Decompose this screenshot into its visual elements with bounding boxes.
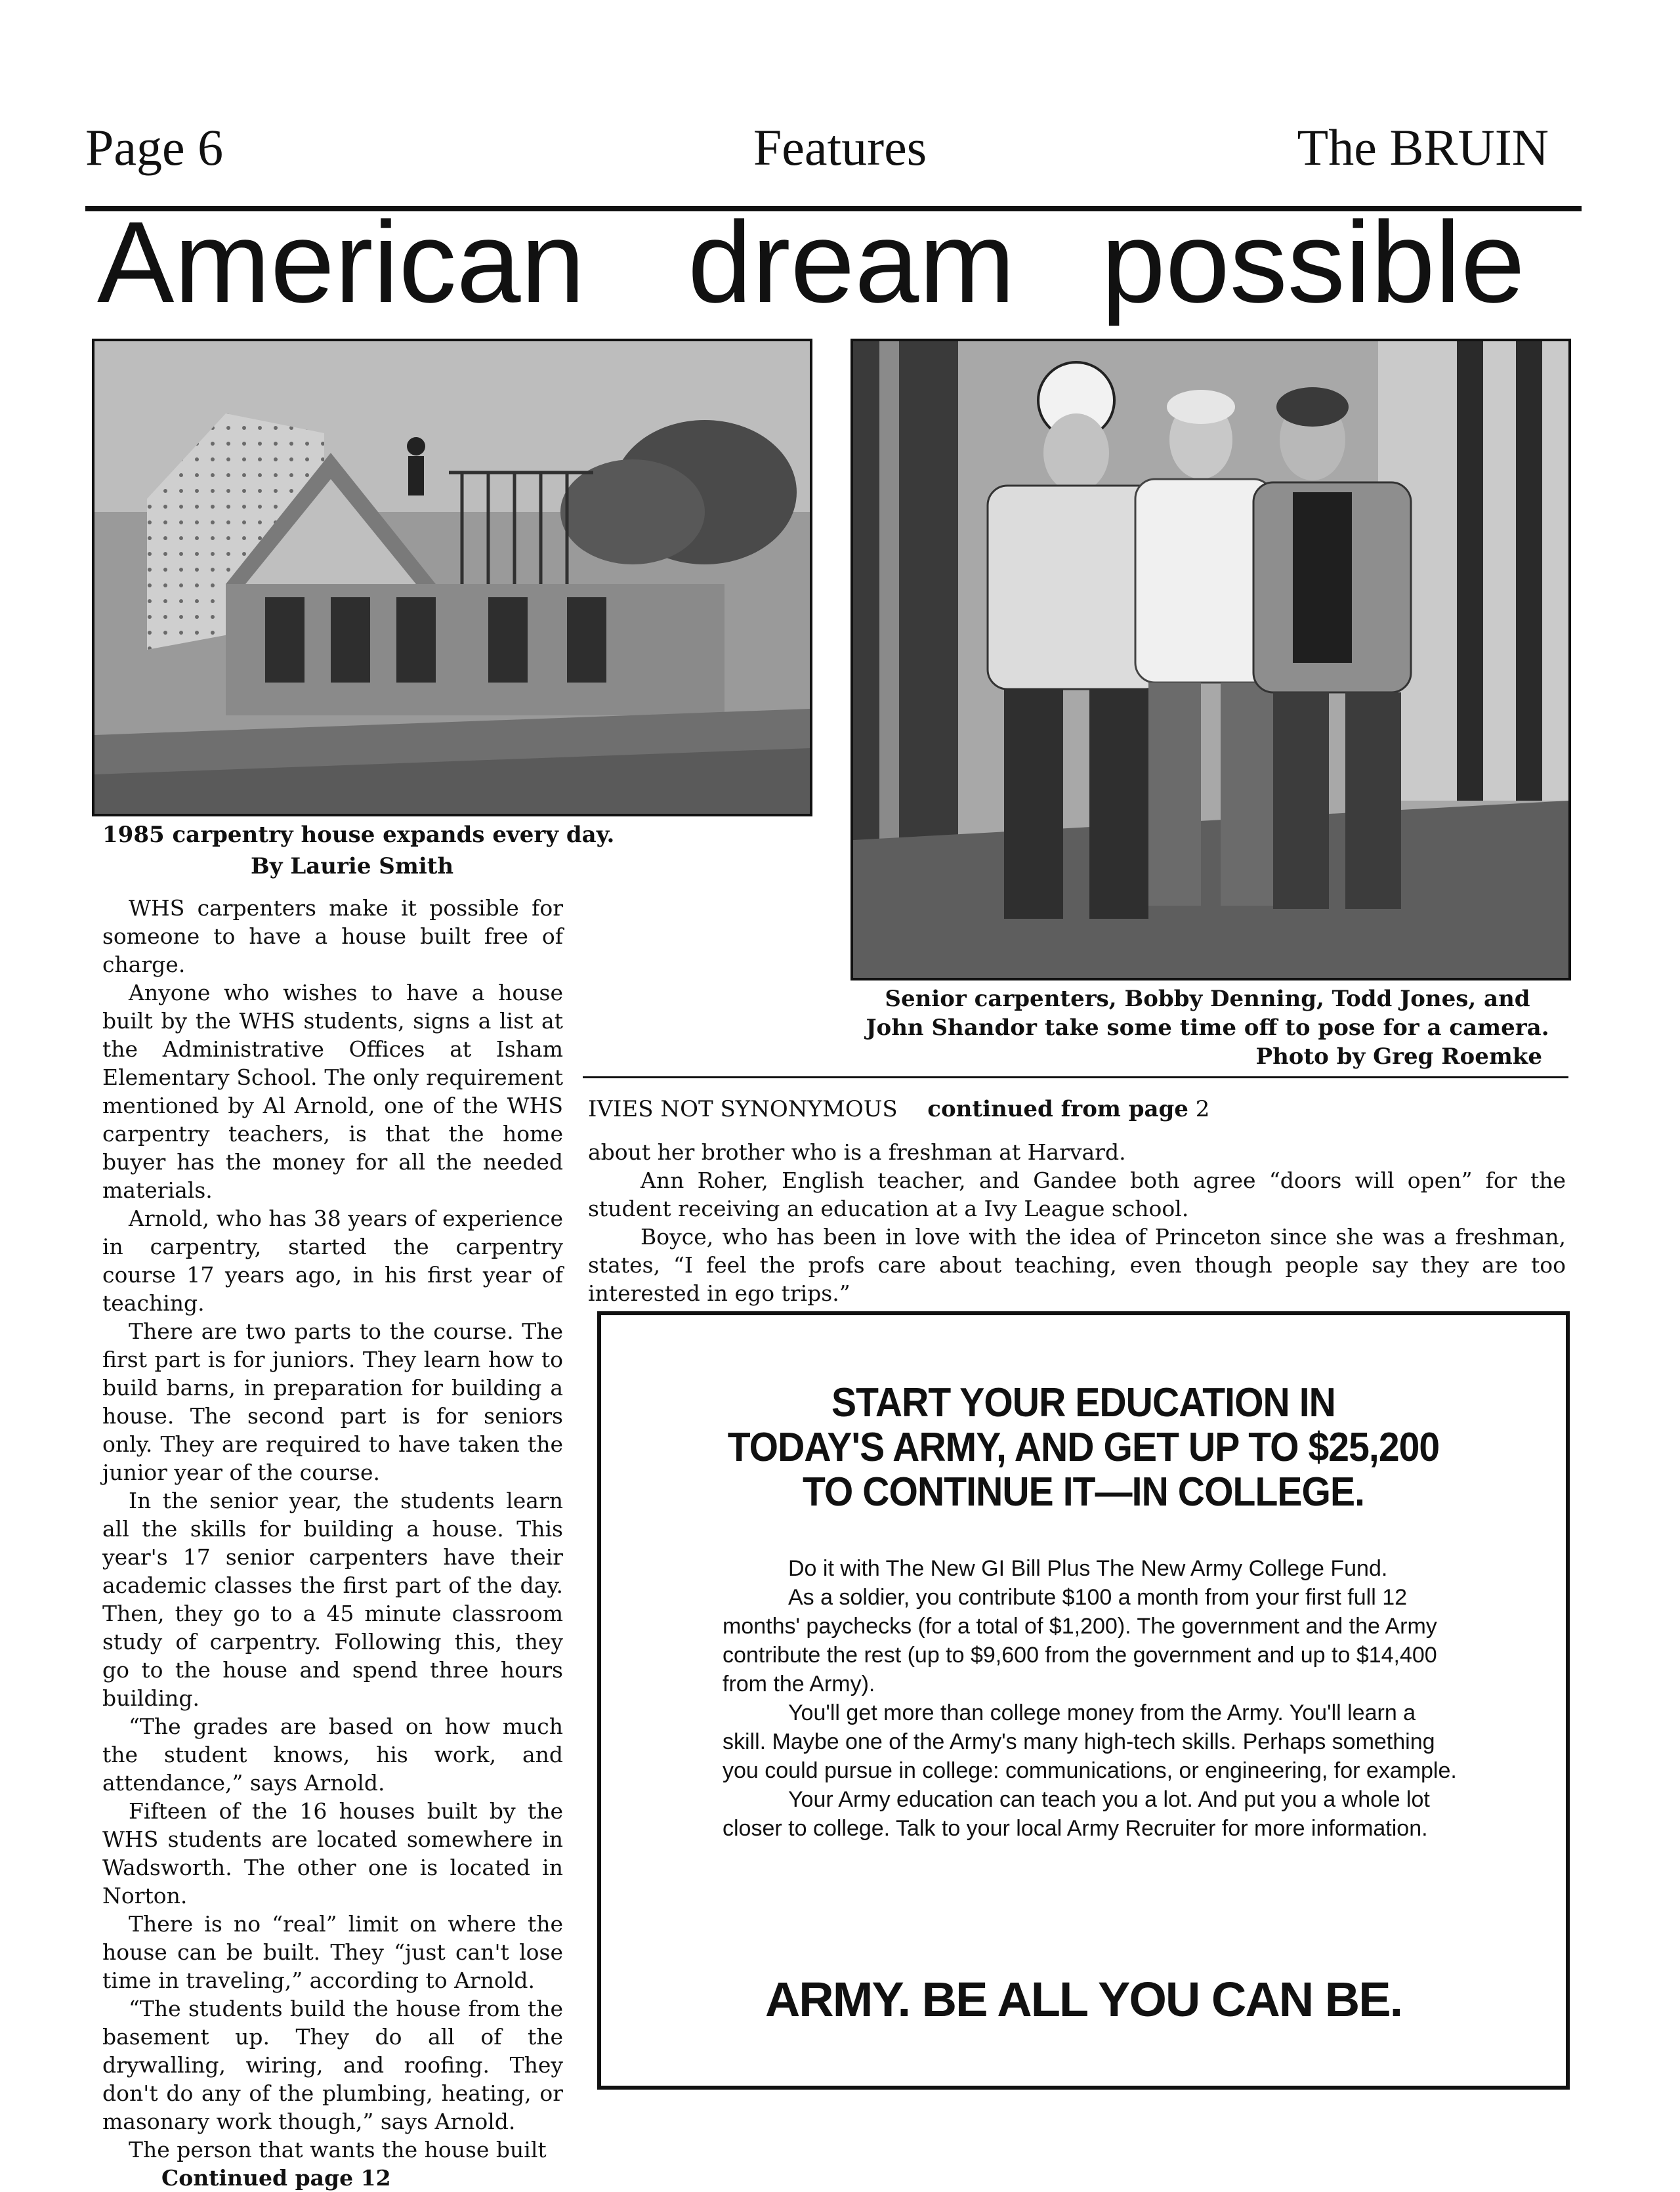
section-divider	[583, 1076, 1568, 1078]
ivies-continued-page: 2	[1195, 1096, 1210, 1122]
page-number: Page 6	[85, 119, 224, 176]
paper-name: The BRUIN	[1297, 119, 1549, 176]
article-paragraph: Arnold, who has 38 years of experience in carpentry, started the carpentry course 17 years ago, in his first year of teaching.	[102, 1206, 563, 1316]
ad-headline-line2: TODAY'S ARMY, AND GET UP TO $25,200	[727, 1425, 1440, 1470]
ivies-slug-line	[588, 1095, 1566, 1124]
article-paragraph: There are two parts to the course. The first part is for juniors. They learn how to build barns, in preparation for building a house. The second part is for seniors only. They are required to have taken the junior year of the course.	[102, 1318, 563, 1485]
headline-word: American	[97, 198, 585, 327]
ad-headline-line3: TO CONTINUE IT—IN COLLEGE.	[802, 1469, 1365, 1515]
article-paragraph: “The students build the house from the basement up. They do all of the drywalling, wiring, and roofing. They don't do any of the plumbing, heating, or masonary work though,” says Arnold.	[102, 1996, 563, 2134]
section-title: Features	[753, 119, 927, 176]
photo-credit: Photo by Greg Roemke	[1255, 1043, 1542, 1070]
army-ad	[597, 1311, 1570, 2090]
ad-slogan: ARMY. BE ALL YOU CAN BE.	[765, 1972, 1402, 2027]
article-body	[102, 894, 563, 2192]
headline	[97, 197, 1567, 328]
ivies-paragraph: Ann Roher, English teacher, and Gandee both agree “doors will open” for the student receiving an education at a Ivy League school.	[588, 1168, 1566, 1221]
headline-word: possible	[1101, 198, 1525, 327]
ad-paragraph: You'll get more than college money from the Army. You'll learn a skill. Maybe one of the Army's many high-tech skills. Perhaps something you could pursue in college: communications, or engineering, for example.	[723, 1700, 1457, 1783]
ad-paragraph: Your Army education can teach you a lot. And put you a whole lot closer to college. Talk to your local Army Recruiter for more information.	[723, 1787, 1430, 1841]
ivies-paragraph: Boyce, who has been in love with the idea of Princeton since she was a freshman, states, “I feel the profs care about teaching, even though people say they are too interested in ego trips.”	[588, 1224, 1566, 1306]
carpenters-caption-line1: Senior carpenters, Bobby Denning, Todd Jones, and	[885, 986, 1530, 1012]
carpenters-photo	[850, 339, 1571, 980]
byline: By Laurie Smith	[251, 853, 454, 879]
article-paragraph: Anyone who wishes to have a house built by the WHS students, signs a list at the Administrative Offices at Isham Elementary School. The only requirement mentioned by Al Arnold, one of the WHS carpentry teachers, is that the home buyer has the money for all the needed materials.	[102, 980, 563, 1203]
article-paragraph: There is no “real” limit on where the house can be built. They “just can't lose time in traveling,” according to Arnold.	[102, 1911, 563, 1993]
house-photo-image	[94, 341, 810, 814]
house-photo	[92, 339, 812, 816]
house-photo-caption: 1985 carpentry house expands every day.	[102, 822, 615, 848]
continued-link: Continued page 12	[161, 2165, 391, 2191]
article-paragraph: “The grades are based on how much the student knows, his work, and attendance,” says Arnold.	[102, 1714, 563, 1796]
headline-word: dream	[688, 198, 1015, 327]
ivies-continued-from: continued from page	[927, 1096, 1188, 1122]
ivies-slug: IVIES NOT SYNONYMOUS	[588, 1096, 898, 1122]
ad-paragraph: As a soldier, you contribute $100 a month from your first full 12 months' paychecks (for a total of $1,200). The government and the Army contribute the rest (up to $9,600 from the government and up to $14,400 from the Army).	[723, 1585, 1437, 1697]
ad-paragraph: Do it with The New GI Bill Plus The New Army College Fund.	[788, 1556, 1388, 1581]
ivies-body	[588, 1138, 1566, 1307]
carpenters-caption-line2: John Shandor take some time off to pose for a camera.	[866, 1015, 1549, 1041]
ad-body	[723, 1554, 1464, 1843]
article-paragraph: In the senior year, the students learn all the skills for building a house. This year's 17 senior carpenters have their academic classes the first part of the day. Then, they go to a 45 minute classroom study of carpentry. Following this, they go to the house and spend three hours building.	[102, 1488, 563, 1711]
article-paragraph: Fifteen of the 16 houses built by the WHS students are located somewhere in Wadsworth. The other one is located in Norton.	[102, 1798, 563, 1908]
article-paragraph: The person that wants the house built	[129, 2137, 547, 2162]
article-paragraph: WHS carpenters make it possible for someone to have a house built free of charge.	[102, 895, 563, 977]
ad-headline-line1: START YOUR EDUCATION IN	[831, 1380, 1335, 1425]
carpenters-photo-image	[853, 341, 1568, 978]
ivies-paragraph: about her brother who is a freshman at Harvard.	[588, 1139, 1126, 1165]
